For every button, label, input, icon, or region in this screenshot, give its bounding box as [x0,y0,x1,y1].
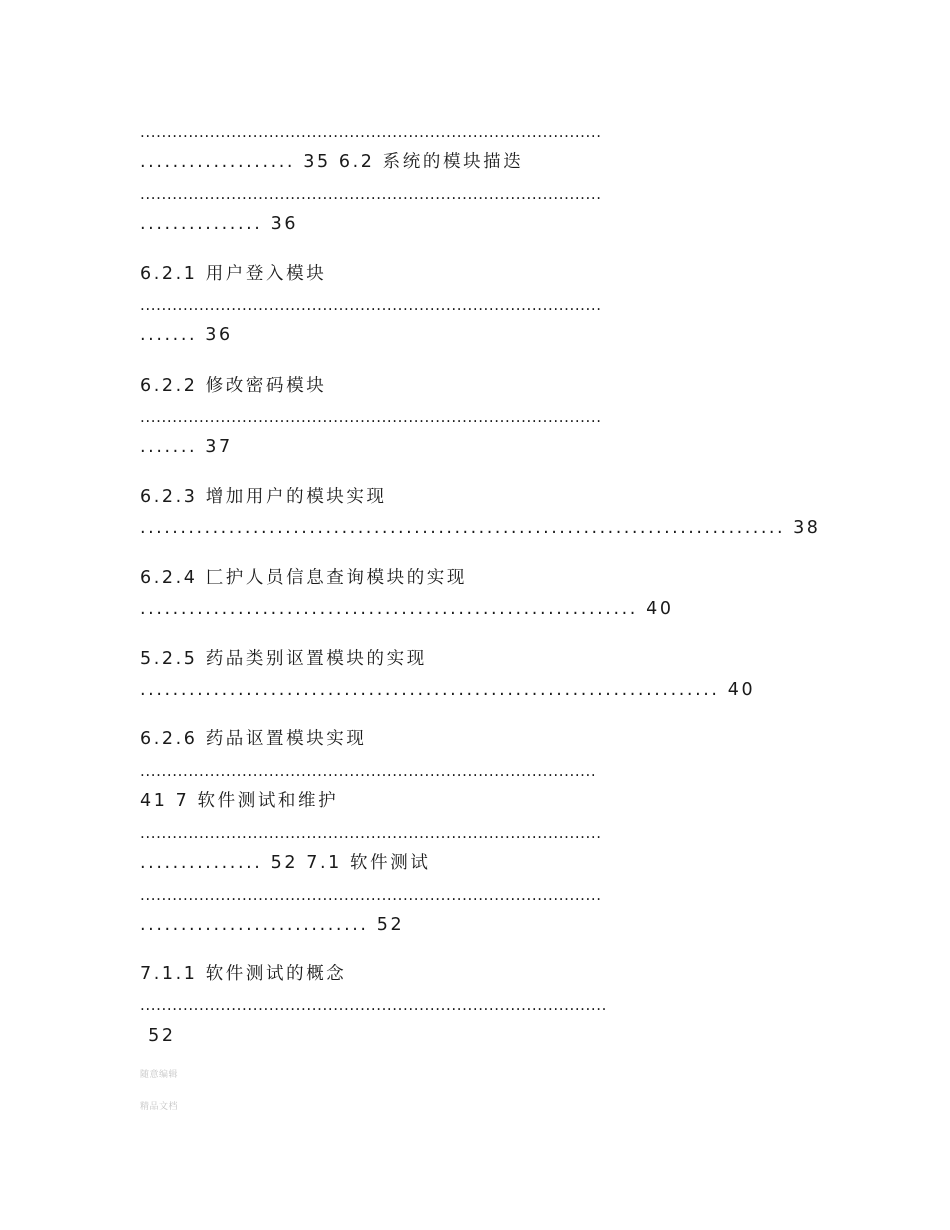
toc-line: 6.2.6 药品讴置模块实现 [140,729,367,749]
toc-line: 5.2.5 药品类别讴置模块的实现 [140,649,427,669]
toc-line: ...................................................................................... [140,185,602,203]
toc-line: ...................................................................................... [140,123,602,141]
toc-line: ....................................................................... 40 [140,680,756,700]
toc-line: ............................ 52 [140,915,405,935]
toc-line: ............... 36 [140,214,299,234]
footer-watermark-line1: 随意编辑 [140,1070,179,1080]
toc-line: 6.2.2 修改密码模块 [140,376,327,396]
toc-line: ....... 37 [140,437,233,457]
toc-line: ............................................................. 40 [140,599,674,619]
toc-line: 6.2.4 匚护人员信息查询模块的实现 [140,568,467,588]
toc-line: ...................................................................................... [140,824,602,842]
toc-line: 6.2.3 增加用户的模块实现 [140,487,387,507]
toc-line: ................... 35 6.2 系统的模块描迭 [140,152,524,172]
toc-line: 52 [140,1026,176,1046]
toc-line: 41 7 软件测试和维护 [140,791,339,811]
toc-line: ............... 52 7.1 软件测试 [140,853,431,873]
toc-line: 6.2.1 用户登入模块 [140,264,327,284]
toc-line: ...................................................................................... [140,408,602,426]
footer-watermark-line2: 精品文档 [140,1102,179,1112]
toc-line: ...................................................................................... [140,296,602,314]
toc-line: ....... 36 [140,325,233,345]
toc-line: ...................................................................................... [140,886,602,904]
toc-line: ....................................................................................... [140,996,608,1014]
toc-line: 7.1.1 软件测试的概念 [140,964,347,984]
toc-line: ..................................................................................... [140,762,597,780]
toc-line: ................................................................................ 38 [140,518,821,538]
